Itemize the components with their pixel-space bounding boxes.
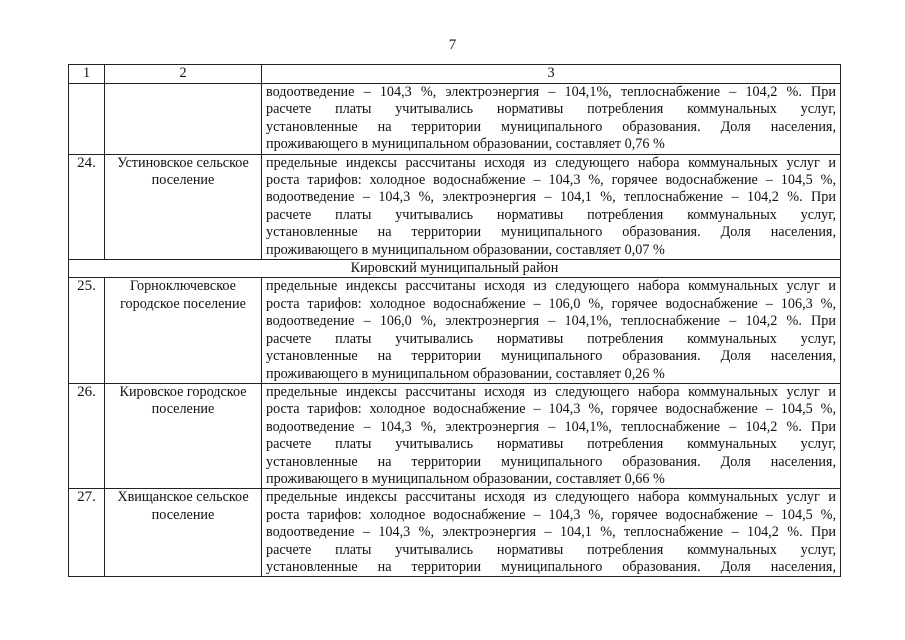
description-line: водоотведение – 104,3 %, электроэнергия – 104,1%, теплоснабжение – 104,2 %. При [266, 418, 836, 435]
column-header-2: 2 [105, 65, 262, 84]
description-line: установленные на территории муниципального образования. Доля населения, [266, 453, 836, 470]
settlement-name: Устиновское сельское поселение [105, 154, 262, 259]
district-row [69, 260, 841, 278]
table-row [69, 383, 841, 488]
description-line: проживающего в муниципальном образовании, составляет 0,76 % [266, 136, 665, 153]
description-line: водоотведение – 106,0 %, электроэнергия – 104,1%, теплоснабжение – 104,2 %. При [266, 313, 836, 330]
description-line: роста тарифов: холодное водоснабжение – 106,0 %, горячее водоснабжение – 106,3 %, [266, 295, 836, 312]
row-number: 27. [69, 489, 105, 577]
description-line: предельные индексы рассчитаны исходя из следующего набора коммунальных услуг и [266, 154, 836, 171]
description-line: установленные на территории муниципального образования. Доля населения, [266, 558, 836, 575]
column-header-3: 3 [262, 65, 841, 84]
settlement-name: Кировское городское поселение [105, 383, 262, 488]
description-line: роста тарифов: холодное водоснабжение – 104,3 %, горячее водоснабжение – 104,5 %, [266, 506, 836, 523]
indices-description [262, 154, 841, 259]
row-number: 25. [69, 278, 105, 383]
description-line: расчете платы учитывались нормативы потребления коммунальных услуг, [266, 436, 836, 453]
description-line: расчете платы учитывались нормативы потребления коммунальных услуг, [266, 101, 836, 118]
settlement-name: Хвищанское сельское поселение [105, 489, 262, 577]
row-number: 24. [69, 154, 105, 259]
description-line: водоотведение – 104,3 %, электроэнергия – 104,1 %, теплоснабжение – 104,2 %. При [266, 524, 836, 541]
description-line: предельные индексы рассчитаны исходя из следующего набора коммунальных услуг и [266, 383, 836, 400]
indices-description [262, 489, 841, 577]
description-line: установленные на территории муниципального образования. Доля населения, [266, 118, 836, 135]
description-line: предельные индексы рассчитаны исходя из следующего набора коммунальных услуг и [266, 278, 836, 295]
description-line: установленные на территории муниципального образования. Доля населения, [266, 348, 836, 365]
description-line: водоотведение – 104,3 %, электроэнергия – 104,1%, теплоснабжение – 104,2 %. При [266, 84, 836, 100]
table-row [69, 489, 841, 577]
description-line: расчете платы учитывались нормативы потребления коммунальных услуг, [266, 206, 836, 223]
district-name: Кировский муниципальный район [69, 260, 841, 278]
table-row [69, 154, 841, 259]
description-line: проживающего в муниципальном образовании, составляет 0,07 % [266, 241, 665, 258]
description-line: расчете платы учитывались нормативы потребления коммунальных услуг, [266, 330, 836, 347]
table-row [69, 278, 841, 383]
row-number [69, 84, 105, 155]
column-header-1: 1 [69, 65, 105, 84]
description-line: установленные на территории муниципального образования. Доля населения, [266, 224, 836, 241]
indices-table [68, 64, 841, 577]
description-line: расчете платы учитывались нормативы потребления коммунальных услуг, [266, 541, 836, 558]
row-number: 26. [69, 383, 105, 488]
description-line: роста тарифов: холодное водоснабжение – 104,3 %, горячее водоснабжение – 104,5 %, [266, 172, 836, 189]
table-row [69, 84, 841, 155]
description-line: роста тарифов: холодное водоснабжение – 104,3 %, горячее водоснабжение – 104,5 %, [266, 401, 836, 418]
indices-description [262, 278, 841, 383]
description-line: проживающего в муниципальном образовании, составляет 0,26 % [266, 365, 665, 382]
page-number: 7 [448, 37, 457, 53]
description-line: предельные индексы рассчитаны исходя из следующего набора коммунальных услуг и [266, 489, 836, 506]
indices-description [262, 383, 841, 488]
settlement-name [105, 84, 262, 155]
indices-description [262, 84, 841, 155]
table-header-row [69, 65, 841, 84]
description-line: водоотведение – 104,3 %, электроэнергия – 104,1 %, теплоснабжение – 104,2 %. При [266, 189, 836, 206]
description-line: проживающего в муниципальном образовании, составляет 0,66 % [266, 470, 665, 487]
settlement-name: Горноключевское городское поселение [105, 278, 262, 383]
